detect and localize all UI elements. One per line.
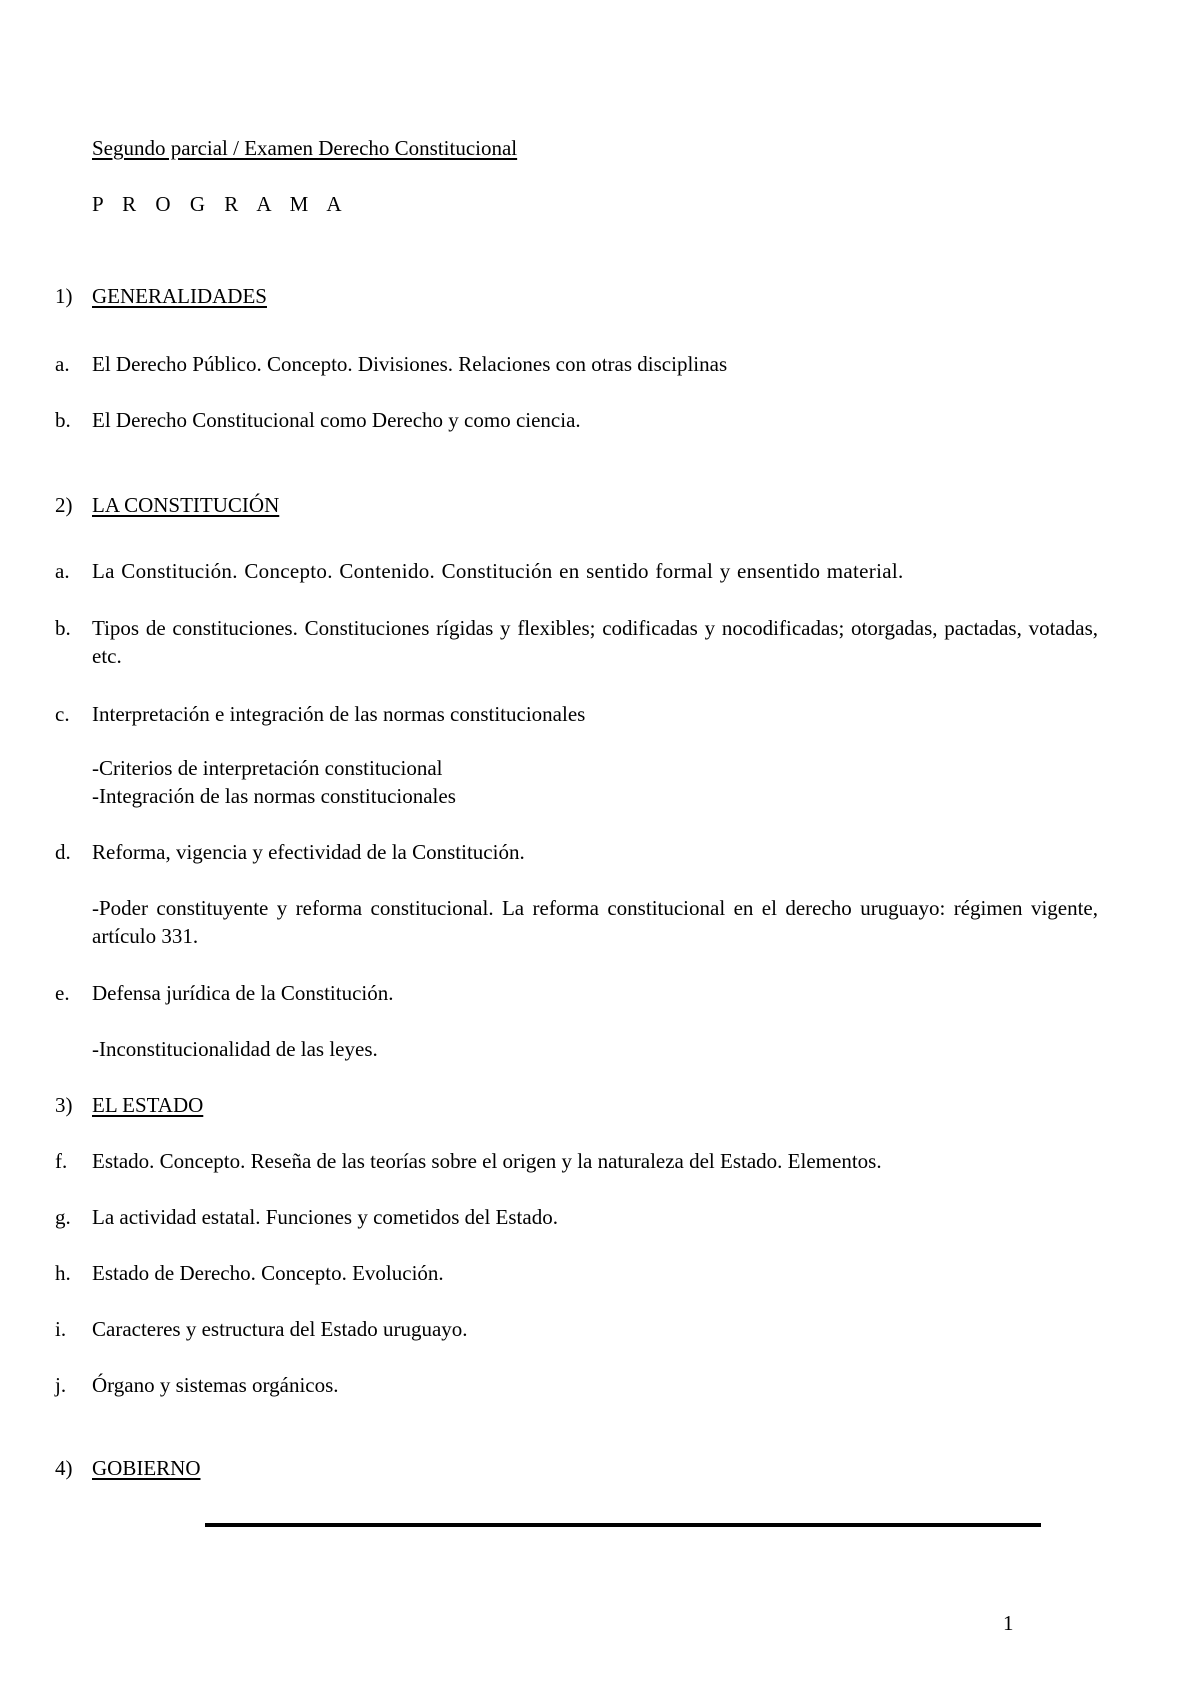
sub-item-text: -Inconstitucionalidad de las leyes. (92, 1037, 378, 1061)
item-marker: a. (55, 559, 70, 583)
section-title: GOBIERNO (92, 1456, 201, 1480)
item-marker: c. (55, 702, 70, 726)
sub-item-text: -Poder constituyente y reforma constitucional. La reforma constitucional en el derecho uruguayo: régimen vigente, artículo 331. (92, 896, 1098, 948)
section-number: 2) (55, 493, 73, 517)
sub-item-text: -Integración de las normas constitucionales (92, 784, 456, 808)
section-number: 3) (55, 1093, 73, 1117)
item-text: Estado. Concepto. Reseña de las teorías sobre el origen y la naturaleza del Estado. Elementos. (92, 1149, 882, 1173)
item-text: Reforma, vigencia y efectividad de la Constitución. (92, 840, 525, 864)
item-marker: j. (55, 1373, 67, 1397)
section-title: GENERALIDADES (92, 284, 267, 308)
sub-item-text: -Criterios de interpretación constitucional (92, 756, 443, 780)
item-text: La actividad estatal. Funciones y cometidos del Estado. (92, 1205, 558, 1229)
section-title: LA CONSTITUCIÓN (92, 493, 280, 517)
item-marker: b. (55, 616, 71, 640)
section-number: 4) (55, 1456, 73, 1480)
item-text: Defensa jurídica de la Constitución. (92, 981, 394, 1005)
page-number: 1 (1003, 1611, 1014, 1635)
footer-rule (205, 1523, 1041, 1527)
item-marker: a. (55, 352, 70, 376)
item-marker: e. (55, 981, 70, 1005)
program-heading: P R O G R A M A (92, 192, 349, 216)
item-text: Caracteres y estructura del Estado uruguayo. (92, 1317, 468, 1341)
item-text: Estado de Derecho. Concepto. Evolución. (92, 1261, 444, 1285)
item-marker: d. (55, 840, 71, 864)
item-marker: g. (55, 1205, 71, 1229)
item-text: La Constitución. Concepto. Contenido. Constitución en sentido formal y ensentido material. (92, 559, 904, 583)
item-marker: f. (55, 1149, 68, 1173)
item-text: Tipos de constituciones. Constituciones rígidas y flexibles; codificadas y nocodificadas; otorgadas, pactadas, votadas, etc. (92, 616, 1098, 668)
document-title: Segundo parcial / Examen Derecho Constitucional (92, 136, 518, 160)
item-marker: i. (55, 1317, 67, 1341)
item-marker: b. (55, 408, 71, 432)
item-text: El Derecho Público. Concepto. Divisiones. Relaciones con otras disciplinas (92, 352, 728, 376)
item-text: El Derecho Constitucional como Derecho y como ciencia. (92, 408, 581, 432)
item-text: Órgano y sistemas orgánicos. (92, 1373, 339, 1397)
section-number: 1) (55, 284, 73, 308)
item-text: Interpretación e integración de las normas constitucionales (92, 702, 586, 726)
item-marker: h. (55, 1261, 71, 1285)
section-title: EL ESTADO (92, 1093, 204, 1117)
